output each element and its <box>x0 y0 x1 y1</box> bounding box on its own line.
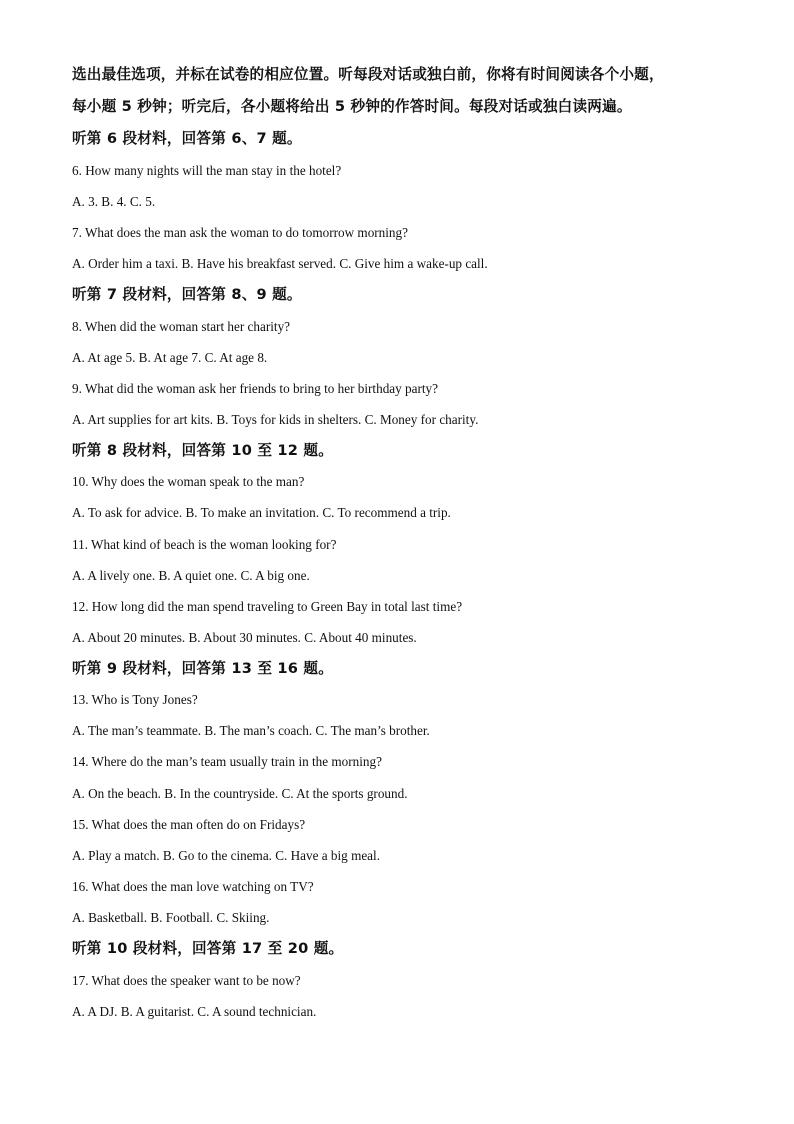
question-15: 15. What does the man often do on Fridays? <box>72 817 306 832</box>
question-10: 10. Why does the woman speak to the man? <box>72 474 305 489</box>
question-14: 14. Where do the man’s team usually train in the morning? <box>72 754 382 769</box>
section-heading-8: 听第 8 段材料，回答第 10 至 12 题。 <box>72 442 333 459</box>
options-11: A. A lively one. B. A quiet one. C. A big one. <box>72 568 310 583</box>
options-6: A. 3. B. 4. C. 5. <box>72 194 156 209</box>
question-12: 12. How long did the man spend traveling to Green Bay in total last time? <box>72 599 463 614</box>
section-heading-10: 听第 10 段材料，回答第 17 至 20 题。 <box>72 940 344 957</box>
options-16: A. Basketball. B. Football. C. Skiing. <box>72 910 270 925</box>
options-10: A. To ask for advice. B. To make an invitation. C. To recommend a trip. <box>72 505 451 520</box>
instructions-line-1: 选出最佳选项，并标在试卷的相应位置。听每段对话或独白前，你将有时间阅读各个小题， <box>72 66 664 83</box>
options-8: A. At age 5. B. At age 7. C. At age 8. <box>72 350 268 365</box>
question-17: 17. What does the speaker want to be now? <box>72 973 301 988</box>
section-heading-9: 听第 9 段材料，回答第 13 至 16 题。 <box>72 660 333 677</box>
question-7: 7. What does the man ask the woman to do tomorrow morning? <box>72 225 408 240</box>
options-15: A. Play a match. B. Go to the cinema. C. Have a big meal. <box>72 848 380 863</box>
options-9: A. Art supplies for art kits. B. Toys for kids in shelters. C. Money for charity. <box>72 412 479 427</box>
question-11: 11. What kind of beach is the woman looking for? <box>72 537 337 552</box>
question-9: 9. What did the woman ask her friends to bring to her birthday party? <box>72 381 438 396</box>
options-17: A. A DJ. B. A guitarist. C. A sound technician. <box>72 1004 317 1019</box>
question-13: 13. Who is Tony Jones? <box>72 692 198 707</box>
question-8: 8. When did the woman start her charity? <box>72 319 291 334</box>
question-6: 6. How many nights will the man stay in the hotel? <box>72 163 342 178</box>
section-heading-7: 听第 7 段材料，回答第 8、9 题。 <box>72 286 302 303</box>
question-16: 16. What does the man love watching on TV? <box>72 879 314 894</box>
options-14: A. On the beach. B. In the countryside. C. At the sports ground. <box>72 786 408 801</box>
section-heading-6: 听第 6 段材料，回答第 6、7 题。 <box>72 130 302 147</box>
instructions-line-2: 每小题 5 秒钟；听完后，各小题将给出 5 秒钟的作答时间。每段对话或独白读两遍。 <box>72 98 632 115</box>
options-13: A. The man’s teammate. B. The man’s coach. C. The man’s brother. <box>72 723 430 738</box>
options-12: A. About 20 minutes. B. About 30 minutes. C. About 40 minutes. <box>72 630 417 645</box>
options-7: A. Order him a taxi. B. Have his breakfast served. C. Give him a wake-up call. <box>72 256 488 271</box>
